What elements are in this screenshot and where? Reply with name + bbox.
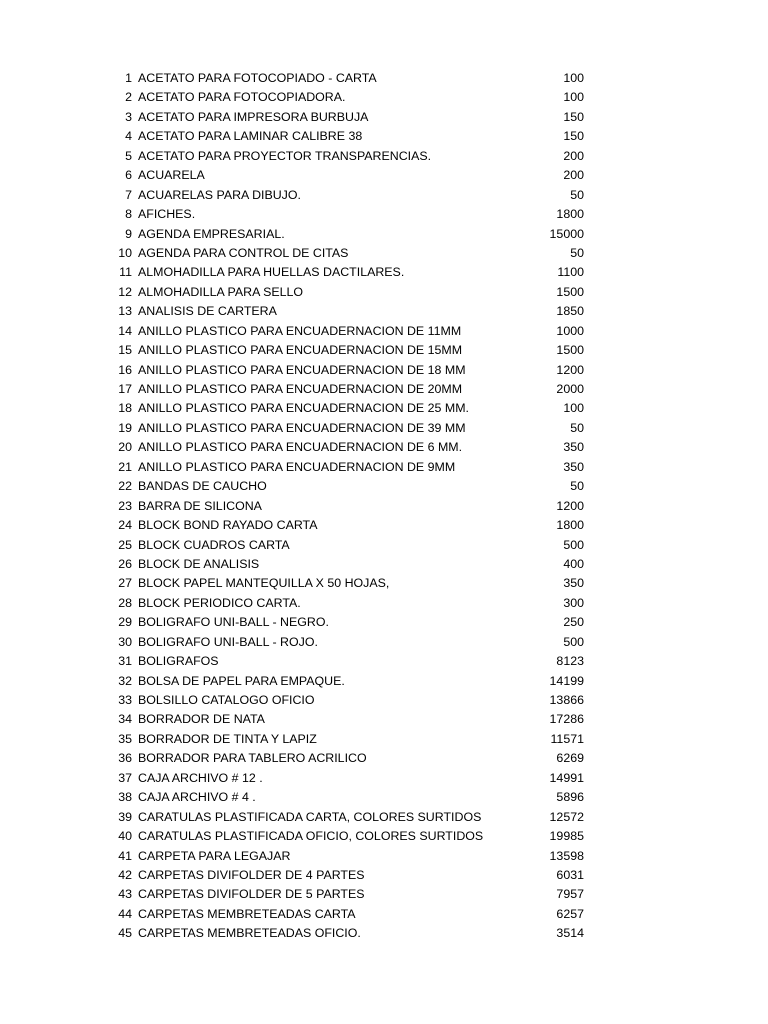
item-description: BLOCK PAPEL MANTEQUILLA X 50 HOJAS, xyxy=(138,576,390,591)
item-description: AFICHES. xyxy=(138,207,196,222)
table-row xyxy=(0,166,768,185)
table-row xyxy=(0,477,768,496)
item-quantity: 5896 xyxy=(556,790,584,805)
table-row xyxy=(0,244,768,263)
item-description: ACETATO PARA LAMINAR CALIBRE 38 xyxy=(138,129,363,144)
table-row xyxy=(0,633,768,652)
table-row xyxy=(0,749,768,768)
table-row xyxy=(0,283,768,302)
item-number: 19 xyxy=(118,420,132,435)
item-quantity: 15000 xyxy=(549,226,584,241)
table-row xyxy=(0,672,768,691)
item-number: 14 xyxy=(118,323,132,338)
table-row xyxy=(0,147,768,166)
item-number: 38 xyxy=(118,790,132,805)
item-number: 34 xyxy=(118,712,132,727)
item-number: 21 xyxy=(118,459,132,474)
item-number: 4 xyxy=(125,129,132,144)
table-row xyxy=(0,108,768,127)
table-row xyxy=(0,263,768,282)
table-row xyxy=(0,924,768,943)
item-description: BANDAS DE CAUCHO xyxy=(138,479,267,494)
item-quantity: 2000 xyxy=(556,382,584,396)
table-row xyxy=(0,827,768,846)
table-row xyxy=(0,769,768,788)
item-quantity: 50 xyxy=(570,420,584,435)
item-description: BOLSA DE PAPEL PARA EMPAQUE. xyxy=(138,673,345,688)
item-number: 20 xyxy=(118,440,132,455)
item-description: CARPETA PARA LEGAJAR xyxy=(138,848,291,863)
item-number: 26 xyxy=(118,556,132,571)
table-row xyxy=(0,302,768,321)
item-description: BORRADOR DE TINTA Y LAPIZ xyxy=(138,731,317,746)
table-row xyxy=(0,652,768,671)
item-quantity: 6269 xyxy=(556,751,584,766)
item-number: 39 xyxy=(118,809,132,824)
item-description: CARATULAS PLASTIFICADA CARTA, COLORES SURTIDOS xyxy=(138,809,482,824)
table-row xyxy=(0,341,768,360)
item-description: BOLIGRAFOS xyxy=(138,654,219,669)
item-number: 23 xyxy=(118,498,132,513)
item-quantity: 350 xyxy=(563,459,584,474)
table-row xyxy=(0,847,768,866)
item-quantity: 1200 xyxy=(556,498,584,513)
item-quantity: 150 xyxy=(563,129,584,144)
item-number: 3 xyxy=(125,109,132,124)
item-number: 43 xyxy=(118,887,132,902)
table-row xyxy=(0,399,768,418)
item-description: CARPETAS DIVIFOLDER DE 5 PARTES xyxy=(138,887,365,902)
item-quantity: 12572 xyxy=(549,809,584,824)
table-row xyxy=(0,730,768,749)
item-description: CARATULAS PLASTIFICADA OFICIO, COLORES SURTIDOS xyxy=(138,829,484,844)
table-row xyxy=(0,710,768,729)
item-quantity: 1100 xyxy=(557,265,584,280)
item-quantity: 200 xyxy=(563,168,584,183)
item-quantity: 500 xyxy=(563,634,584,649)
item-number: 45 xyxy=(118,926,132,941)
item-description: AGENDA PARA CONTROL DE CITAS xyxy=(138,245,349,260)
item-quantity: 250 xyxy=(563,615,584,630)
item-description: BARRA DE SILICONA xyxy=(138,498,262,513)
item-quantity: 150 xyxy=(563,109,584,124)
table-row xyxy=(0,866,768,885)
item-description: BLOCK CUADROS CARTA xyxy=(138,537,290,552)
item-quantity: 1800 xyxy=(556,207,584,222)
item-description: ANILLO PLASTICO PARA ENCUADERNACION DE 6 MM. xyxy=(138,440,463,455)
item-description: CARPETAS MEMBRETEADAS CARTA xyxy=(138,906,356,921)
table-row xyxy=(0,905,768,924)
item-number: 40 xyxy=(118,829,132,844)
item-description: BLOCK PERIODICO CARTA. xyxy=(138,595,301,610)
item-number: 2 xyxy=(125,90,132,105)
table-row xyxy=(0,322,768,341)
item-number: 32 xyxy=(118,673,132,688)
item-quantity: 19985 xyxy=(549,829,584,844)
item-quantity: 7957 xyxy=(556,887,584,902)
item-quantity: 6031 xyxy=(556,867,584,882)
item-quantity: 11571 xyxy=(550,731,584,746)
item-quantity: 50 xyxy=(570,479,584,494)
item-quantity: 350 xyxy=(563,576,584,591)
item-quantity: 350 xyxy=(563,440,584,455)
item-quantity: 13866 xyxy=(549,693,584,707)
item-description: BLOCK BOND RAYADO CARTA xyxy=(138,518,318,533)
item-description: AGENDA EMPRESARIAL. xyxy=(138,226,285,241)
item-description: ACETATO PARA FOTOCOPIADORA. xyxy=(138,90,346,105)
item-number: 22 xyxy=(118,479,132,494)
table-row xyxy=(0,536,768,555)
table-row xyxy=(0,419,768,438)
table-row xyxy=(0,458,768,477)
item-description: ACETATO PARA PROYECTOR TRANSPARENCIAS. xyxy=(138,148,432,163)
item-number: 8 xyxy=(125,207,132,222)
table-row xyxy=(0,69,768,88)
item-quantity: 17286 xyxy=(549,712,584,727)
item-number: 44 xyxy=(118,906,132,921)
item-quantity: 1500 xyxy=(556,343,584,358)
item-number: 9 xyxy=(125,226,132,241)
item-number: 7 xyxy=(125,187,132,202)
item-description: ANILLO PLASTICO PARA ENCUADERNACION DE 9MM xyxy=(138,459,456,474)
item-description: ACUARELAS PARA DIBUJO. xyxy=(138,187,301,202)
item-number: 11 xyxy=(119,265,132,280)
table-row xyxy=(0,613,768,632)
item-number: 27 xyxy=(118,576,132,591)
item-description: BLOCK DE ANALISIS xyxy=(138,556,260,571)
item-description: ANILLO PLASTICO PARA ENCUADERNACION DE 39 MM xyxy=(138,420,466,435)
item-description: ACUARELA xyxy=(138,168,205,183)
item-quantity: 14991 xyxy=(549,770,584,785)
table-row xyxy=(0,555,768,574)
item-description: ANILLO PLASTICO PARA ENCUADERNACION DE 20MM xyxy=(138,382,463,396)
item-description: ALMOHADILLA PARA HUELLAS DACTILARES. xyxy=(138,265,405,280)
table-row xyxy=(0,205,768,224)
table-row xyxy=(0,438,768,457)
item-number: 17 xyxy=(118,382,132,396)
table-row xyxy=(0,788,768,807)
item-number: 31 xyxy=(118,654,132,669)
item-number: 41 xyxy=(118,848,132,863)
item-quantity: 1500 xyxy=(556,284,584,299)
table-row xyxy=(0,380,768,399)
item-description: ANALISIS DE CARTERA xyxy=(138,304,277,319)
item-quantity: 1200 xyxy=(556,362,584,377)
item-quantity: 6257 xyxy=(556,906,584,921)
item-quantity: 100 xyxy=(563,90,584,105)
item-quantity: 100 xyxy=(563,71,584,85)
item-description: ACETATO PARA FOTOCOPIADO - CARTA xyxy=(138,71,377,85)
item-quantity: 200 xyxy=(563,148,584,163)
item-quantity: 13598 xyxy=(549,848,584,863)
item-description: BOLIGRAFO UNI-BALL - ROJO. xyxy=(138,634,318,649)
table-row xyxy=(0,225,768,244)
item-description: ANILLO PLASTICO PARA ENCUADERNACION DE 15MM xyxy=(138,343,463,358)
item-description: BORRADOR PARA TABLERO ACRILICO xyxy=(138,751,367,766)
items-table xyxy=(0,69,768,944)
item-number: 15 xyxy=(118,343,132,358)
item-number: 25 xyxy=(118,537,132,552)
table-row xyxy=(0,516,768,535)
item-description: CAJA ARCHIVO # 4 . xyxy=(138,790,256,805)
item-number: 16 xyxy=(118,362,132,377)
item-number: 29 xyxy=(118,615,132,630)
item-description: BORRADOR DE NATA xyxy=(138,712,265,727)
table-row xyxy=(0,361,768,380)
item-quantity: 300 xyxy=(563,595,584,610)
table-row xyxy=(0,497,768,516)
item-description: ALMOHADILLA PARA SELLO xyxy=(138,284,304,299)
table-row xyxy=(0,186,768,205)
item-description: ANILLO PLASTICO PARA ENCUADERNACION DE 11MM xyxy=(138,323,462,338)
item-description: ANILLO PLASTICO PARA ENCUADERNACION DE 18 MM xyxy=(138,362,466,377)
item-quantity: 400 xyxy=(563,556,584,571)
item-number: 13 xyxy=(118,304,132,319)
table-row xyxy=(0,594,768,613)
table-row xyxy=(0,574,768,593)
item-number: 5 xyxy=(125,148,132,163)
item-description: CARPETAS DIVIFOLDER DE 4 PARTES xyxy=(138,867,365,882)
item-description: ANILLO PLASTICO PARA ENCUADERNACION DE 25 MM. xyxy=(138,401,469,416)
item-description: CAJA ARCHIVO # 12 . xyxy=(138,770,263,785)
item-number: 35 xyxy=(118,731,132,746)
item-number: 28 xyxy=(118,595,132,610)
item-number: 24 xyxy=(118,518,132,533)
item-quantity: 100 xyxy=(563,401,584,416)
item-quantity: 500 xyxy=(563,537,584,552)
item-quantity: 1000 xyxy=(556,323,584,338)
item-quantity: 3514 xyxy=(556,926,584,941)
item-number: 6 xyxy=(125,168,132,183)
item-quantity: 50 xyxy=(570,245,584,260)
item-number: 1 xyxy=(125,71,132,85)
item-quantity: 1800 xyxy=(556,518,584,533)
table-row xyxy=(0,808,768,827)
item-quantity: 1850 xyxy=(556,304,584,319)
item-quantity: 14199 xyxy=(549,673,584,688)
item-number: 18 xyxy=(118,401,132,416)
item-description: BOLIGRAFO UNI-BALL - NEGRO. xyxy=(138,615,329,630)
item-number: 30 xyxy=(118,634,132,649)
item-number: 36 xyxy=(118,751,132,766)
item-description: CARPETAS MEMBRETEADAS OFICIO. xyxy=(138,926,361,941)
item-number: 33 xyxy=(118,693,132,707)
table-row xyxy=(0,885,768,904)
item-number: 10 xyxy=(118,245,132,260)
table-row xyxy=(0,88,768,107)
item-number: 12 xyxy=(118,284,132,299)
item-description: ACETATO PARA IMPRESORA BURBUJA xyxy=(138,109,369,124)
item-number: 42 xyxy=(118,867,132,882)
item-quantity: 8123 xyxy=(556,654,584,669)
table-row xyxy=(0,127,768,146)
item-number: 37 xyxy=(118,770,132,785)
item-quantity: 50 xyxy=(570,187,584,202)
table-row xyxy=(0,691,768,710)
item-description: BOLSILLO CATALOGO OFICIO xyxy=(138,693,315,707)
